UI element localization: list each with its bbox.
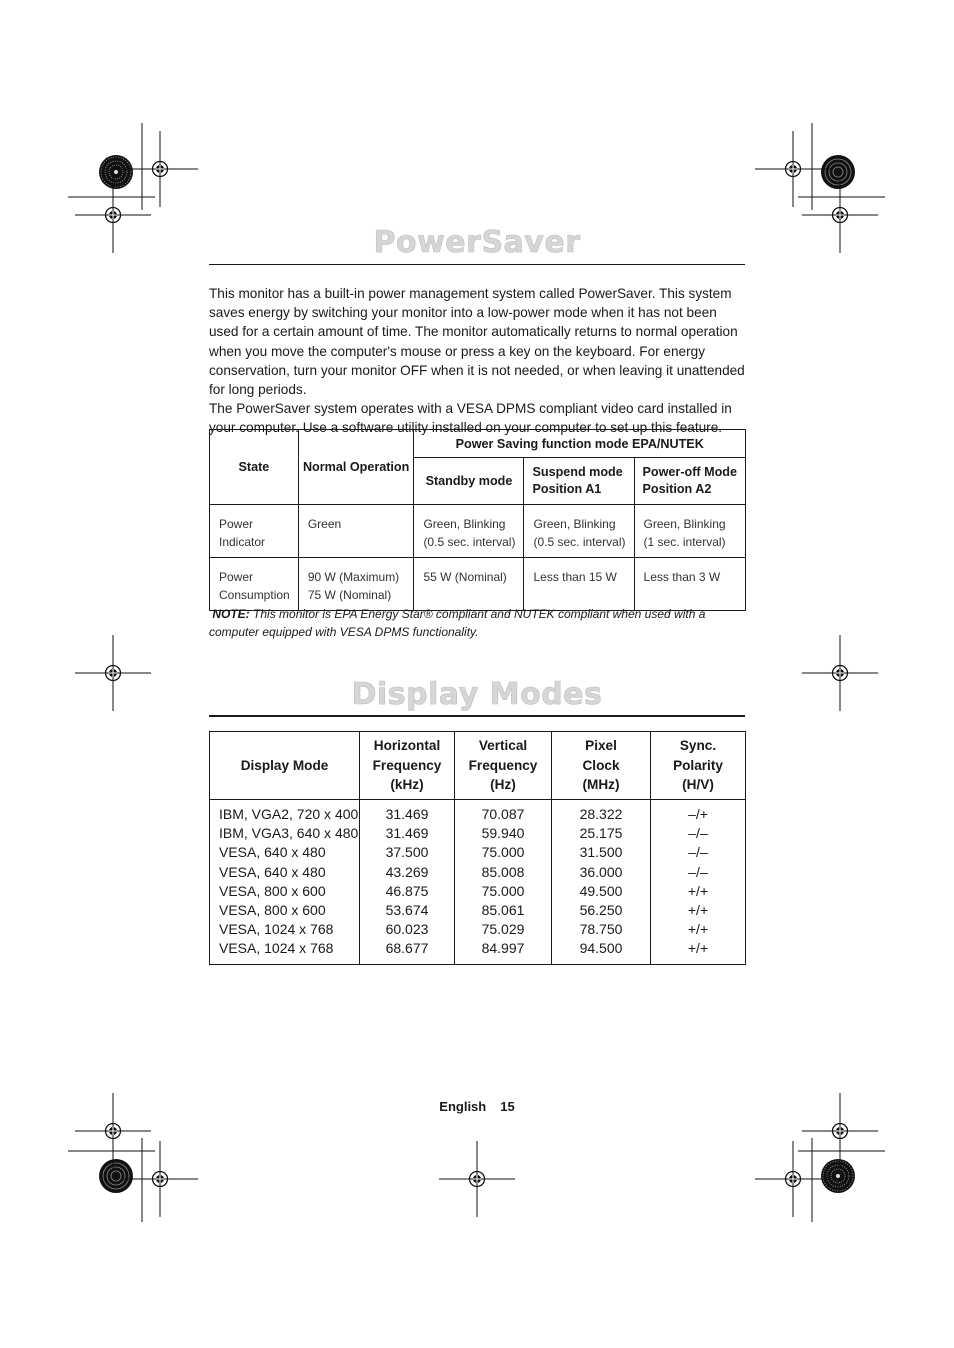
header-standby: Standby mode <box>414 458 524 505</box>
list-item: IBM, VGA3, 640 x 480 <box>219 825 359 842</box>
intro-paragraph: The PowerSaver system operates with a VESA DPMS compliant video card installed in your computer. Use a software utility installed on your computer to set up this feature. <box>209 401 732 436</box>
cell-normal: 90 W (Maximum) 75 W (Nominal) <box>298 558 414 611</box>
header-horizontal-frequency: Horizontal Frequency (kHz) <box>360 732 455 800</box>
cell-power-off: Green, Blinking (1 sec. interval) <box>634 505 745 558</box>
display-modes-heading: Display Modes <box>351 677 603 712</box>
list-item: 85.061 <box>481 902 525 919</box>
header-state: State <box>210 430 299 505</box>
header-normal-operation: Normal Operation <box>298 430 414 505</box>
powersaver-heading: PowerSaver <box>373 225 581 260</box>
table-row <box>210 558 746 611</box>
list-item: 84.997 <box>481 940 525 957</box>
list-item: 75.000 <box>481 882 525 899</box>
list-item: 78.750 <box>579 921 623 938</box>
list-item: IBM, VGA2, 720 x 400 <box>219 806 359 822</box>
note-label: NOTE: <box>212 607 250 621</box>
list-item: 59.940 <box>481 825 525 842</box>
column-display-mode <box>210 800 360 965</box>
list-item: 49.500 <box>579 882 623 899</box>
page-number: 15 <box>500 1099 515 1114</box>
power-saving-table <box>209 429 746 611</box>
column-sync-polarity <box>651 800 746 965</box>
list-item: 85.008 <box>481 863 525 880</box>
list-item: +/+ <box>687 902 709 919</box>
cell-suspend: Less than 15 W <box>524 558 634 611</box>
list-item: 70.087 <box>481 806 525 822</box>
list-item: 75.000 <box>481 844 525 861</box>
list-item: –/– <box>688 825 708 842</box>
display-modes-table <box>209 731 746 965</box>
powersaver-intro <box>209 284 745 438</box>
header-display-mode: Display Mode <box>210 732 360 800</box>
footer-language: English <box>439 1099 487 1114</box>
header-suspend: Suspend mode Position A1 <box>524 458 634 505</box>
cell-suspend: Green, Blinking (0.5 sec. interval) <box>524 505 634 558</box>
list-item: –/– <box>688 844 708 861</box>
heading-rule <box>209 715 745 717</box>
list-item: 36.000 <box>579 863 623 880</box>
header-sync-polarity: Sync. Polarity (H/V) <box>651 732 746 800</box>
list-item: –/+ <box>688 806 708 822</box>
list-item: VESA, 640 x 480 <box>219 844 326 861</box>
list-item: 37.500 <box>385 844 429 861</box>
column-pixel-clock <box>552 800 651 965</box>
list-item: 60.023 <box>385 921 429 938</box>
list-item: 53.674 <box>385 902 429 919</box>
list-item: 31.469 <box>385 806 429 822</box>
list-item: 28.322 <box>579 806 623 822</box>
list-item: VESA, 1024 x 768 <box>219 921 334 938</box>
intro-paragraph: This monitor has a built-in power management system called PowerSaver. This system saves energy by switching your monitor into a low-power mode when it has not been used for a certain amount of time. The monitor automatically returns to normal operation when you move the computer's mouse or press a key on the keyboard. For energy conservation, turn your monitor OFF when it is not needed, or when leaving it unattended for long periods. <box>209 286 745 398</box>
list-item: –/– <box>688 863 708 880</box>
list-item: 31.500 <box>579 844 623 861</box>
table-row <box>210 505 746 558</box>
header-pixel-clock: Pixel Clock (MHz) <box>552 732 651 800</box>
list-item: 68.677 <box>385 940 429 957</box>
list-item: 56.250 <box>579 902 623 919</box>
cell-standby: 55 W (Nominal) <box>414 558 524 611</box>
header-power-saving-group: Power Saving function mode EPA/NUTEK <box>414 430 746 458</box>
list-item: 46.875 <box>385 882 429 899</box>
list-item: VESA, 800 x 600 <box>219 882 326 899</box>
list-item: VESA, 640 x 480 <box>219 863 326 880</box>
note-text <box>209 605 749 641</box>
cell-normal: Green <box>298 505 414 558</box>
list-item: +/+ <box>687 921 709 938</box>
list-item: +/+ <box>687 940 709 957</box>
list-item: 25.175 <box>579 825 623 842</box>
cell-state: Power Consumption <box>210 558 299 611</box>
list-item: +/+ <box>687 882 709 899</box>
column-horizontal-frequency <box>360 800 455 965</box>
header-power-off: Power-off Mode Position A2 <box>634 458 745 505</box>
cell-standby: Green, Blinking (0.5 sec. interval) <box>414 505 524 558</box>
list-item: VESA, 800 x 600 <box>219 902 326 919</box>
column-vertical-frequency <box>455 800 552 965</box>
list-item: 43.269 <box>385 863 429 880</box>
header-vertical-frequency: Vertical Frequency (Hz) <box>455 732 552 800</box>
list-item: 94.500 <box>579 940 623 957</box>
cell-power-off: Less than 3 W <box>634 558 745 611</box>
page-footer <box>0 1099 954 1114</box>
heading-rule <box>209 264 745 265</box>
list-item: 31.469 <box>385 825 429 842</box>
note-body: This monitor is EPA Energy Star® compliant and NUTEK compliant when used with a computer equipped with VESA DPMS functionality. <box>209 607 706 639</box>
list-item: VESA, 1024 x 768 <box>219 940 334 957</box>
cell-state: Power Indicator <box>210 505 299 558</box>
list-item: 75.029 <box>481 921 525 938</box>
